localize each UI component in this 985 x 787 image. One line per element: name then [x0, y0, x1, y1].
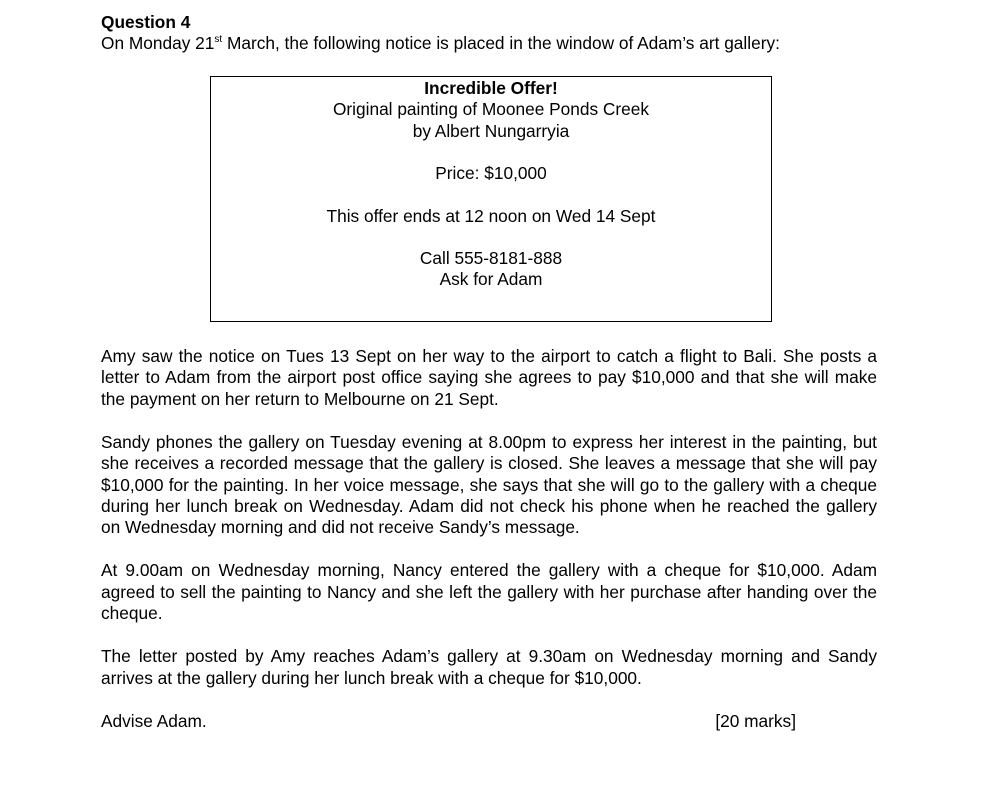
- scenario-text: [101, 346, 877, 732]
- notice-spacer: [211, 185, 771, 206]
- question-title: Question 4: [101, 12, 191, 32]
- intro-ordinal-suffix: st: [214, 33, 223, 45]
- notice-spacer: [211, 227, 771, 248]
- paragraph-sandy: Sandy phones the gallery on Tuesday evening at 8.00pm to express her interest in the painting, but she receives a recorded message that the gallery is closed. She leaves a message that she will pay $10,000 for the painting. In her voice message, she says that she will go to the gallery with a cheque during her lunch break on Wednesday. Adam did not check his phone when he reached the gallery on Wednesday morning and did not receive Sandy’s message.: [101, 431, 877, 538]
- gallery-notice-box: [210, 76, 772, 322]
- notice-painting-title: Original painting of Moonee Ponds Creek: [332, 99, 650, 120]
- notice-artist: by Albert Nungarryia: [412, 120, 570, 141]
- notice-spacer: [211, 142, 771, 163]
- notice-phone: Call 555-8181-888: [419, 248, 563, 269]
- paragraph-letter-arrival: The letter posted by Amy reaches Adam’s gallery at 9.30am on Wednesday morning and Sandy arrives at the gallery during her lunch break with a cheque for $10,000.: [101, 646, 877, 688]
- advise-instruction: Advise Adam.: [101, 710, 207, 731]
- paragraph-amy: Amy saw the notice on Tues 13 Sept on her way to the airport to catch a flight to Bali. She posts a letter to Adam from the airport post office saying she agrees to pay $10,000 and that she will make the payment on her return to Melbourne on 21 Sept.: [101, 346, 877, 409]
- notice-headline: Incredible Offer!: [424, 78, 558, 98]
- question-page: [101, 12, 877, 731]
- question-intro: [101, 33, 877, 54]
- intro-text-end: March, the following notice is placed in the window of Adam’s art gallery:: [222, 33, 780, 54]
- intro-text-start: On Monday 21: [101, 33, 215, 54]
- notice-contact: Ask for Adam: [439, 269, 543, 290]
- notice-price: Price: $10,000: [435, 163, 547, 184]
- closing-row: [101, 711, 796, 732]
- paragraph-nancy: At 9.00am on Wednesday morning, Nancy entered the gallery with a cheque for $10,000. Adam agreed to sell the painting to Nancy and she left the gallery with her purchase after handing over the cheque.: [101, 560, 877, 624]
- notice-deadline: This offer ends at 12 noon on Wed 14 Sept: [326, 205, 656, 226]
- marks-label: [20 marks]: [715, 710, 796, 731]
